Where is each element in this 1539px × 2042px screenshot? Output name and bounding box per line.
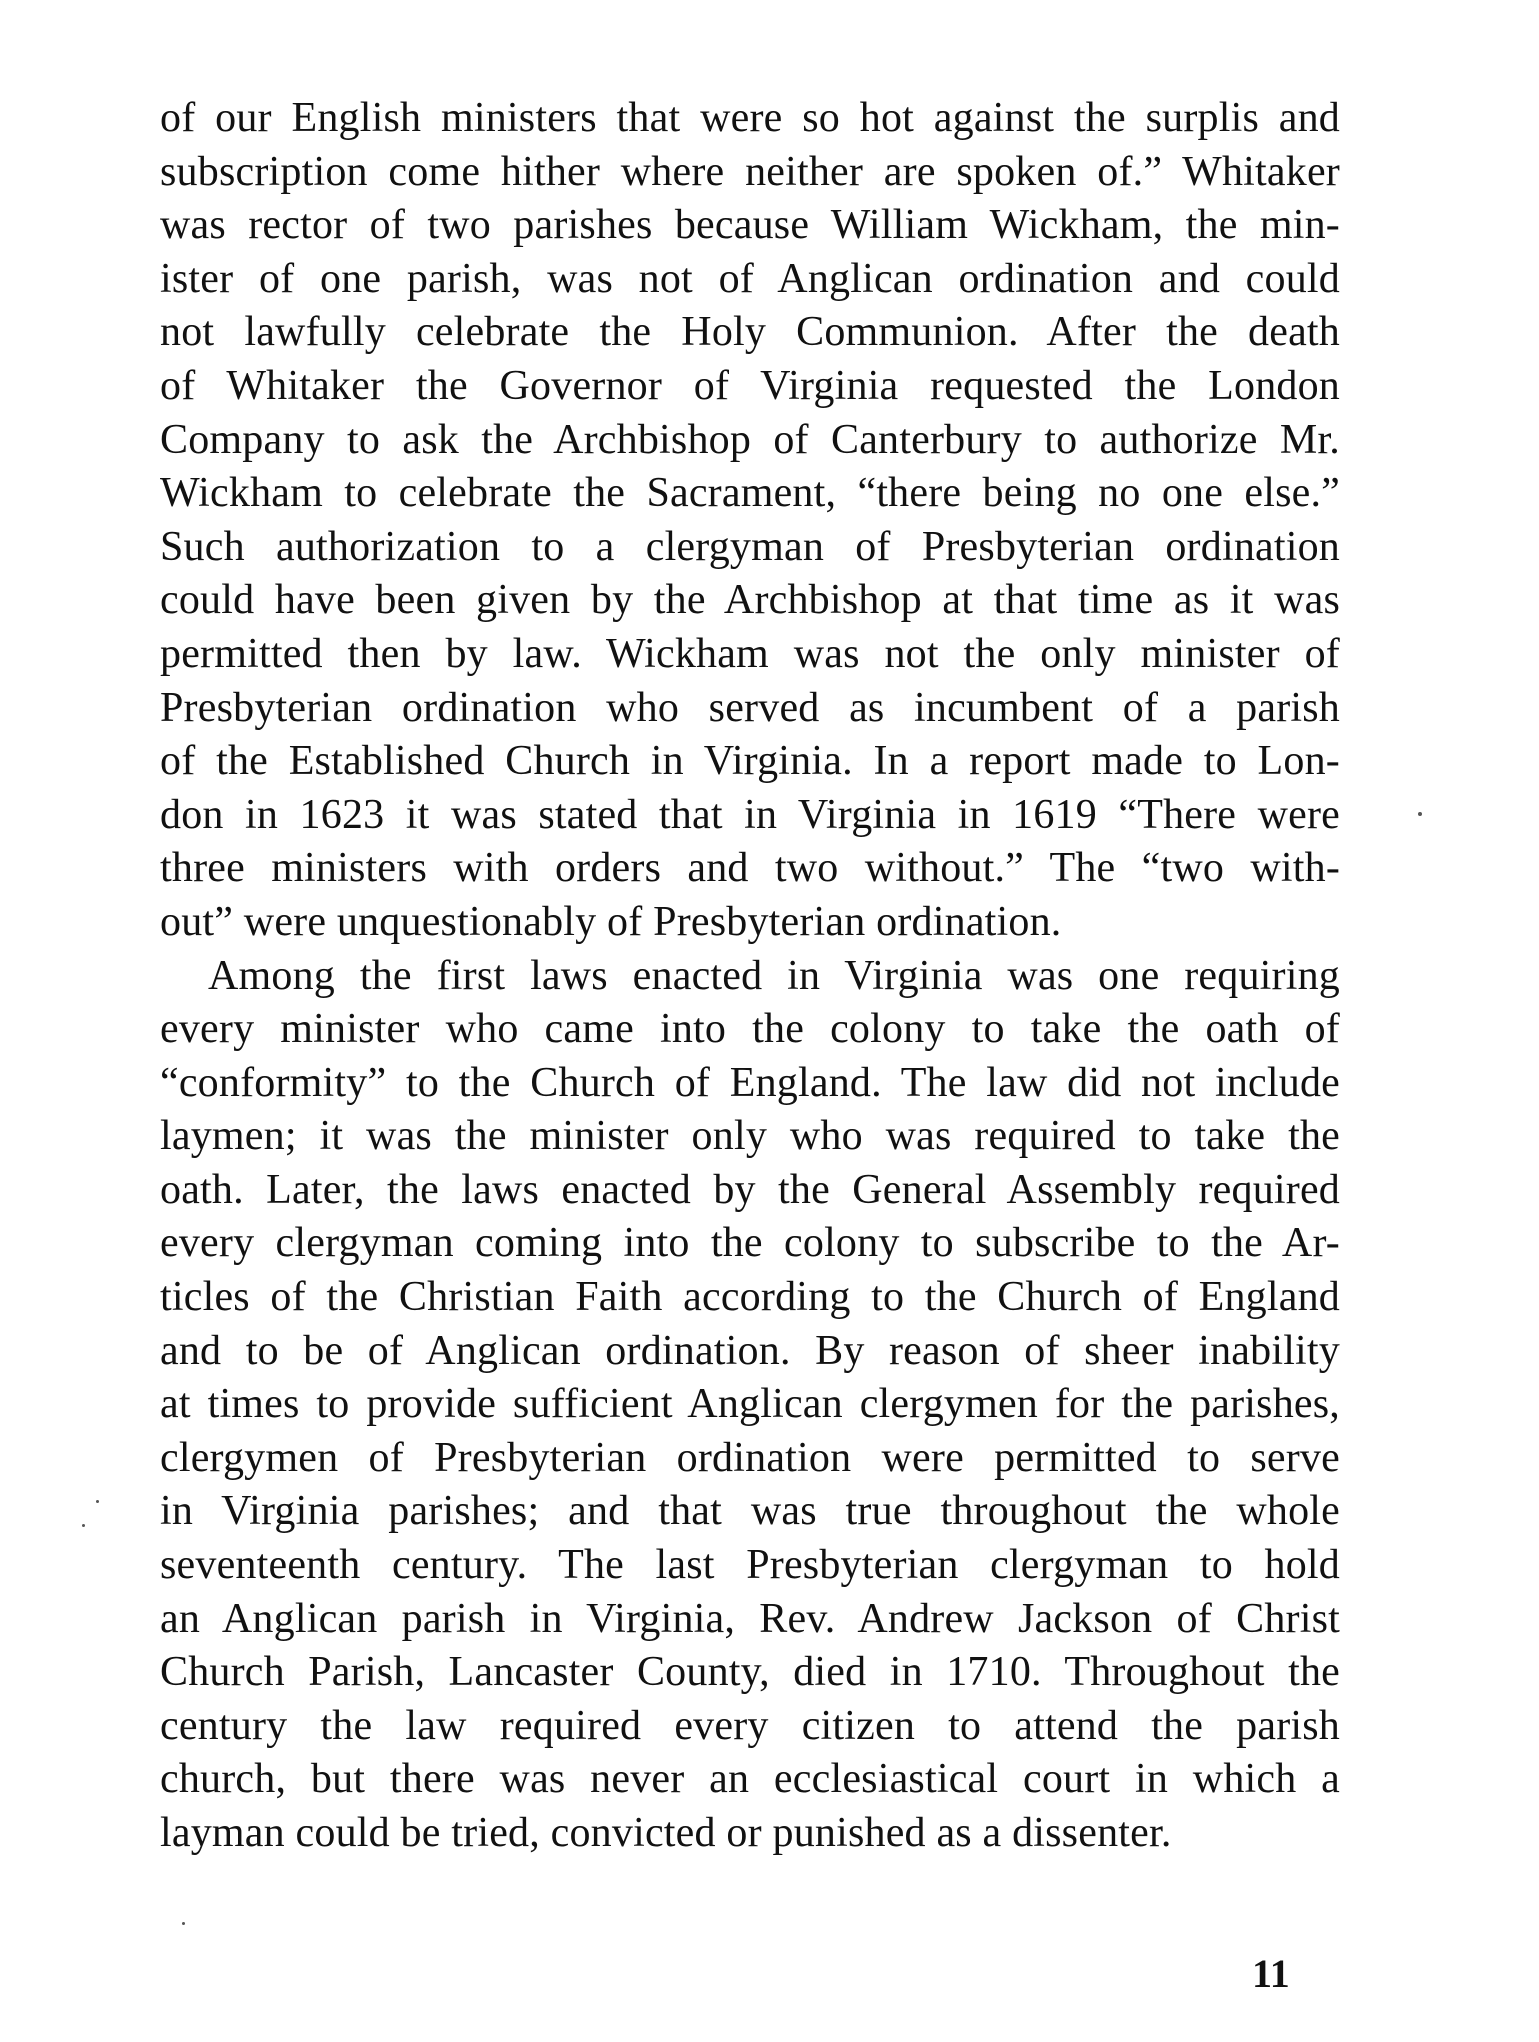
text-line: seventeenth century. The last Presbyterian clergyman to hold	[160, 1542, 1340, 1589]
scan-speck	[1418, 812, 1422, 816]
scan-speck	[182, 1922, 185, 1925]
text-line: of the Established Church in Virginia. In a report made to Lon-	[160, 738, 1340, 785]
text-line: “conformity” to the Church of England. The law did not include	[160, 1059, 1340, 1106]
text-line: of Whitaker the Governor of Virginia requested the London	[160, 362, 1340, 409]
text-line: three ministers with orders and two without.” The “two with-	[160, 845, 1340, 892]
text-line: church, but there was never an ecclesiastical court in which a	[160, 1756, 1340, 1803]
text-line: of our English ministers that were so hot against the surplis and	[160, 95, 1340, 141]
text-line: ticles of the Christian Faith according to the Church of England	[160, 1274, 1340, 1321]
text-line: century the law required every citizen to attend the parish	[160, 1702, 1340, 1749]
scan-speck	[96, 1500, 99, 1503]
text-line: was rector of two parishes because William Wickham, the min-	[160, 202, 1340, 249]
body-text	[160, 92, 1340, 1861]
text-line: subscription come hither where neither are spoken of.” Whitaker	[160, 148, 1340, 195]
paragraph-start-line: Among the first laws enacted in Virginia was one requiring	[208, 952, 1340, 999]
text-line: ister of one parish, was not of Anglican ordination and could	[160, 255, 1340, 302]
text-line: oath. Later, the laws enacted by the General Assembly required	[160, 1166, 1340, 1213]
text-line: Company to ask the Archbishop of Canterbury to authorize Mr.	[160, 416, 1340, 463]
text-line: Wickham to celebrate the Sacrament, “there being no one else.”	[160, 470, 1340, 517]
text-line: Presbyterian ordination who served as incumbent of a parish	[160, 684, 1340, 731]
text-line: don in 1623 it was stated that in Virginia in 1619 “There were	[160, 791, 1340, 838]
text-line: an Anglican parish in Virginia, Rev. Andrew Jackson of Christ	[160, 1595, 1340, 1642]
text-line: Church Parish, Lancaster County, died in 1710. Throughout the	[160, 1649, 1340, 1696]
paragraph-end-line: layman could be tried, convicted or punished as a dissenter.	[160, 1810, 1172, 1856]
text-line: clergymen of Presbyterian ordination were permitted to serve	[160, 1434, 1340, 1481]
text-line: laymen; it was the minister only who was required to take the	[160, 1113, 1340, 1160]
text-line: Such authorization to a clergyman of Presbyterian ordination	[160, 523, 1340, 570]
page-number: 11	[1252, 1951, 1290, 1996]
text-line: at times to provide sufficient Anglican clergymen for the parishes,	[160, 1381, 1340, 1428]
text-line: every minister who came into the colony to take the oath of	[160, 1006, 1340, 1053]
scan-speck	[82, 1524, 85, 1527]
text-line: permitted then by law. Wickham was not the only minister of	[160, 630, 1340, 677]
text-line: could have been given by the Archbishop at that time as it was	[160, 577, 1340, 624]
paragraph-end-line: out” were unquestionably of Presbyterian ordination.	[160, 898, 1062, 945]
text-line: not lawfully celebrate the Holy Communion. After the death	[160, 309, 1340, 356]
text-line: in Virginia parishes; and that was true throughout the whole	[160, 1488, 1340, 1535]
text-line: every clergyman coming into the colony to subscribe to the Ar-	[160, 1220, 1340, 1267]
text-line: and to be of Anglican ordination. By reason of sheer inability	[160, 1327, 1340, 1374]
